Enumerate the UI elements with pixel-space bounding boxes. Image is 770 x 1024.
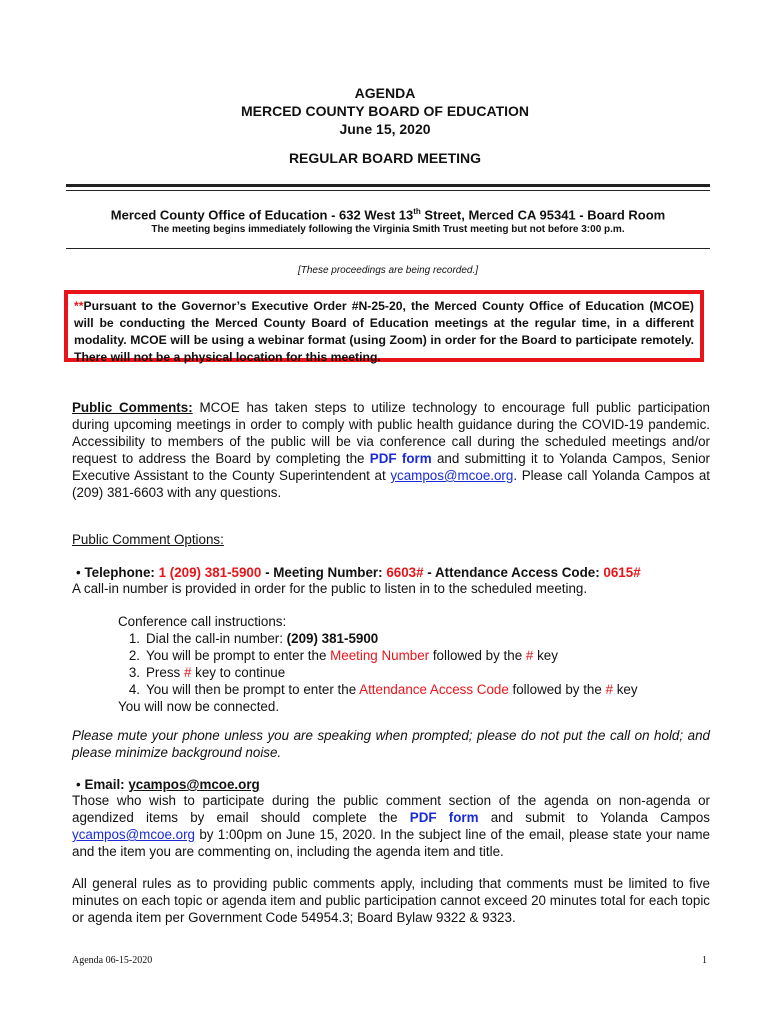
list-item: 4. You will then be prompt to enter the Attendance Access Code followed by the # key (128, 682, 638, 697)
page-number: 1 (702, 955, 707, 966)
footer-label: Agenda 06-15-2020 (72, 955, 153, 966)
general-rules: All general rules as to providing public comments apply, including that comments must be limited to five minutes on each topic or agenda item and public participation cannot exceed 20 minutes total for each topic or agenda item per Government Code 54954.3; Board Bylaw 9322 & 9323. (72, 876, 710, 925)
pdf-form-link[interactable]: PDF form (409, 810, 479, 825)
bullet: • (76, 565, 81, 580)
email-address[interactable]: ycampos@mcoe.org (128, 777, 260, 792)
phone-number: 1 (209) 381-5900 (158, 565, 262, 580)
divider (66, 248, 710, 249)
telephone-option: • Telephone: 1 (209) 381-5900 - Meeting Number: 6603# - Attendance Access Code: 0615# (76, 565, 641, 580)
public-comments-heading: Public Comments: (72, 400, 193, 415)
meeting-date: June 15, 2020 (339, 121, 431, 137)
notice-marker: ** (74, 299, 84, 313)
instructions-outro: You will now be connected. (118, 699, 280, 714)
meeting-type: REGULAR BOARD MEETING (288, 150, 482, 166)
list-item: 3. Press # key to continue (128, 665, 286, 680)
notice-text: Pursuant to the Governor’s Executive Order #N-25-20, the Merced County Office of Education (MCOE) will be conducting the Merced County Board of Education meetings at the regular time, in a different modality. MCOE will be using a webinar format (using Zoom) in order for the Board to participate remotely. There will not be a physical location for this meeting. (74, 299, 694, 364)
access-code: 0615# (603, 565, 641, 580)
public-comment-options-heading: Public Comment Options: (72, 532, 224, 547)
header-divider-thin (66, 190, 710, 191)
bullet: • (76, 777, 81, 792)
meeting-number: 6603# (386, 565, 424, 580)
list-item: 1. Dial the call-in number: (209) 381-5900 (128, 631, 379, 646)
public-comments-section: Public Comments: MCOE has taken steps to utilize technology to encourage full public participation during upcoming meetings in order to comply with public health guidance during the COVID-19 pandemic. Accessibility to members of the public will be via conference call during the scheduled meetings and/or request to address the Board by completing the PDF form and submitting it to Yolanda Campos, Senior Executive Assistant to the County Superintendent at ycampos@mcoe.org. Please call Yolanda Campos at (209) 381-6603 with any questions. (72, 400, 711, 500)
email-link[interactable]: ycampos@mcoe.org (390, 468, 514, 483)
meeting-timing-note: The meeting begins immediately following the Virginia Smith Trust meeting but not before 3:00 p.m. (151, 224, 625, 235)
meeting-location: Merced County Office of Education - 632 West 13th Street, Merced CA 95341 - Board Room (110, 207, 666, 223)
email-link[interactable]: ycampos@mcoe.org (72, 827, 195, 842)
agenda-title: AGENDA (354, 85, 416, 101)
pdf-form-link[interactable]: PDF form (369, 451, 432, 466)
instructions-intro: Conference call instructions: (118, 614, 287, 629)
email-instructions: Those who wish to participate during the public comment section of the agenda on non-agenda or agendized items by email should complete the PDF form and submit to Yolanda Campos ycampos@mcoe.org by 1:00pm on June 15, 2020. In the subject line of the email, please state your name and the item you are commenting on, including the agenda item and title. (72, 793, 711, 859)
conference-call-instructions (118, 613, 638, 715)
header-divider-thick (66, 184, 710, 187)
mute-note: Please mute your phone unless you are speaking when prompted; please do not put the call on hold; and please minimize background noise. (72, 728, 710, 760)
executive-order-notice (64, 290, 704, 362)
recorded-note: [These proceedings are being recorded.] (297, 265, 479, 276)
board-name: MERCED COUNTY BOARD OF EDUCATION (240, 103, 530, 119)
telephone-description: A call-in number is provided in order for the public to listen in to the scheduled meeting. (72, 581, 588, 596)
list-item: 2. You will be prompt to enter the Meeting Number followed by the # key (128, 648, 558, 663)
email-option: • Email: ycampos@mcoe.org (76, 777, 260, 792)
